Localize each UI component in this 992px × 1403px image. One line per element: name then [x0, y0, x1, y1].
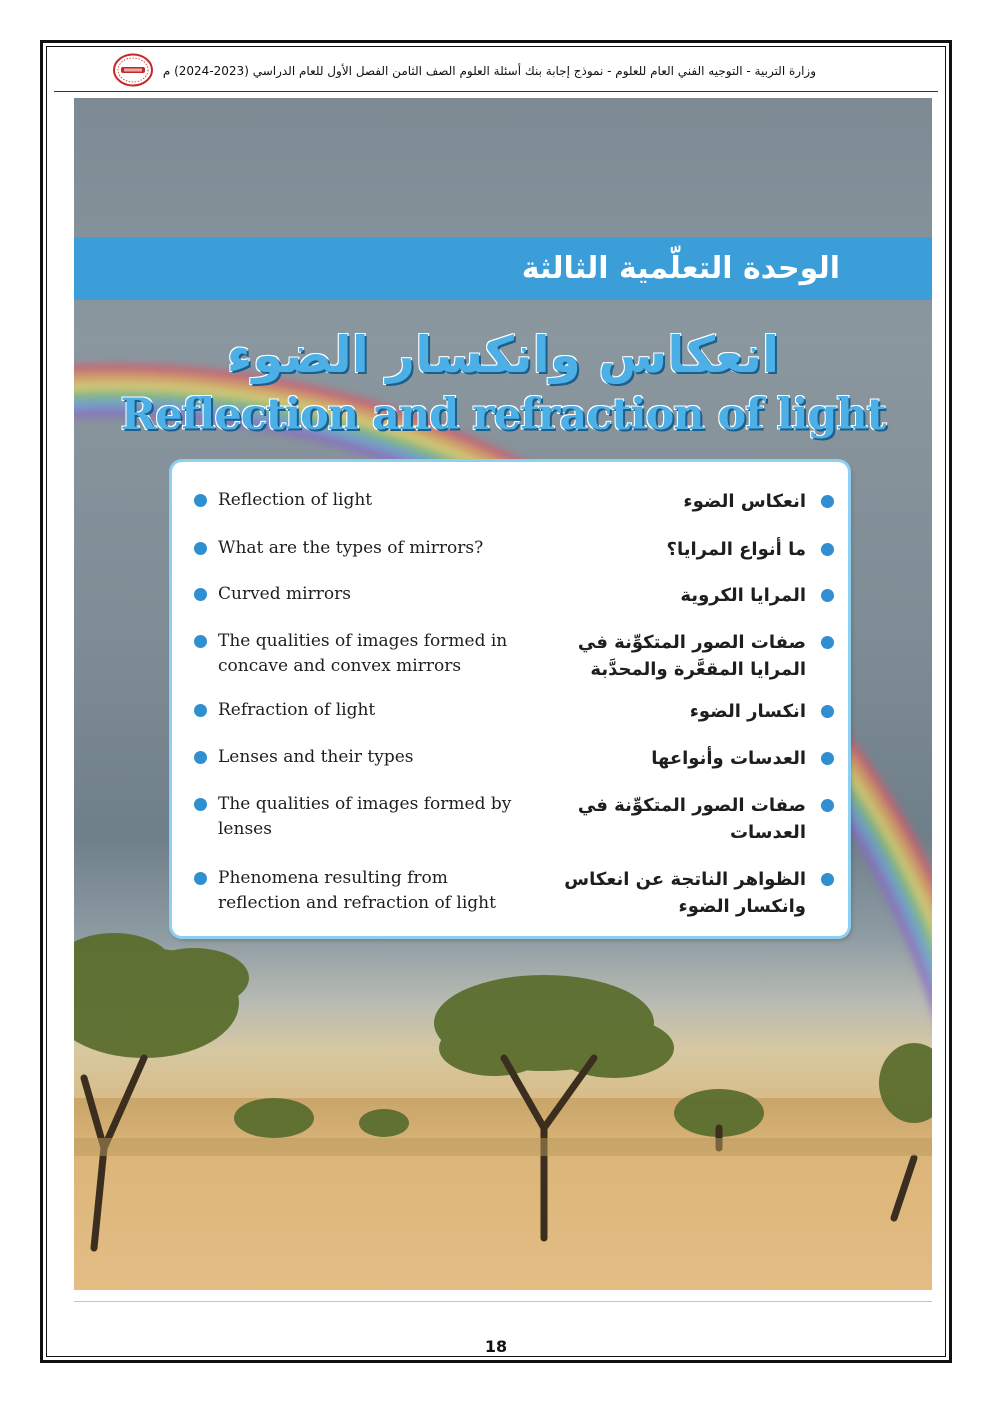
title-arabic: انعكاس وانكسار الضوء: [226, 326, 780, 384]
bullet-icon: [194, 798, 207, 811]
unit-label: الوحدة التعلّمية الثالثة: [521, 251, 840, 286]
bullet-icon: [821, 589, 834, 602]
topic-english: The qualities of images formed by lenses: [194, 792, 514, 842]
topic-arabic: العدسات وأنواعها: [524, 745, 834, 772]
bullet-icon: [821, 495, 834, 508]
topic-english: What are the types of mirrors?: [194, 536, 514, 561]
bullet-icon: [821, 752, 834, 765]
topic-arabic: المرايا الكروية: [524, 582, 834, 609]
bullet-icon: [194, 704, 207, 717]
bullet-icon: [194, 751, 207, 764]
bullet-icon: [194, 872, 207, 885]
bullet-icon: [194, 494, 207, 507]
header-divider: [54, 91, 938, 92]
topic-arabic: انكسار الضوء: [524, 698, 834, 725]
topic-arabic: ما أنواع المرايا؟: [524, 536, 834, 563]
bullet-icon: [194, 542, 207, 555]
bullet-icon: [821, 636, 834, 649]
topic-arabic: صفات الصور المتكوِّنة في المرايا المقعَّرة والمحدَّبة: [524, 629, 834, 683]
bullet-icon: [821, 543, 834, 556]
topic-english: Refraction of light: [194, 698, 514, 723]
bullet-icon: [194, 588, 207, 601]
bullet-icon: [821, 873, 834, 886]
bullet-icon: [194, 635, 207, 648]
topic-arabic: الظواهر الناتجة عن انعكاس وانكسار الضوء: [524, 866, 834, 920]
topic-english: Phenomena resulting from reflection and refraction of light: [194, 866, 514, 916]
page-number: 18: [484, 1337, 508, 1356]
footer-divider: [74, 1301, 932, 1302]
ministry-logo-icon: [112, 53, 154, 87]
topics-card: [172, 462, 848, 936]
bullet-icon: [821, 705, 834, 718]
topic-english: The qualities of images formed in concave and convex mirrors: [194, 629, 514, 679]
topic-english: Reflection of light: [194, 488, 514, 513]
topic-english: Lenses and their types: [194, 745, 514, 770]
title-english: Reflection and refraction of light: [120, 390, 886, 440]
topic-arabic: صفات الصور المتكوِّنة في العدسات: [524, 792, 834, 846]
bullet-icon: [821, 799, 834, 812]
unit-banner: [74, 237, 932, 300]
topic-arabic: انعكاس الضوء: [524, 488, 834, 515]
topic-english: Curved mirrors: [194, 582, 514, 607]
header-text: وزارة التربية - التوجيه الفني العام للعلوم - نموذج إجابة بنك أسئلة العلوم الصف الثامن الفصل الأول للعام الدراسي (2023-2024) م: [162, 64, 816, 78]
